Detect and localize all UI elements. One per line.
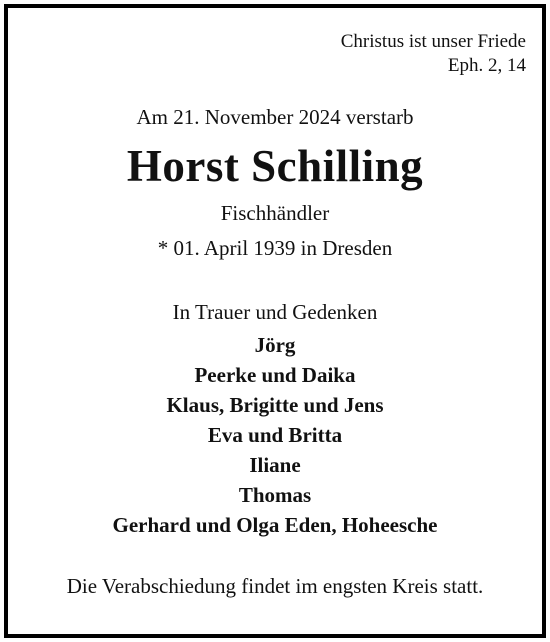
- farewell-note: Die Verabschiedung findet im engsten Kreis statt.: [66, 574, 484, 598]
- bible-quote-reference: Eph. 2, 14: [447, 55, 526, 76]
- mourning-heading: In Trauer und Gedenken: [172, 300, 378, 324]
- mourner-name: Eva und Britta: [207, 423, 343, 447]
- deceased-name: Horst Schilling: [126, 141, 424, 191]
- death-announcement: Am 21. November 2024 verstarb: [136, 105, 414, 129]
- obituary-notice: [4, 4, 546, 638]
- mourner-name: Iliane: [249, 453, 301, 477]
- mourner-name: Thomas: [238, 483, 312, 507]
- bible-quote: [341, 30, 526, 78]
- mourner-name: Jörg: [254, 333, 296, 357]
- mourner-name: Peerke und Daika: [194, 363, 356, 387]
- mourner-name: Klaus, Brigitte und Jens: [166, 393, 384, 417]
- birth-info: * 01. April 1939 in Dresden: [157, 236, 393, 260]
- bible-quote-text: Christus ist unser Friede: [340, 31, 526, 52]
- mourners-list: [8, 330, 542, 540]
- profession: Fischhändler: [220, 201, 330, 225]
- mourner-name: Gerhard und Olga Eden, Hoheesche: [112, 513, 438, 537]
